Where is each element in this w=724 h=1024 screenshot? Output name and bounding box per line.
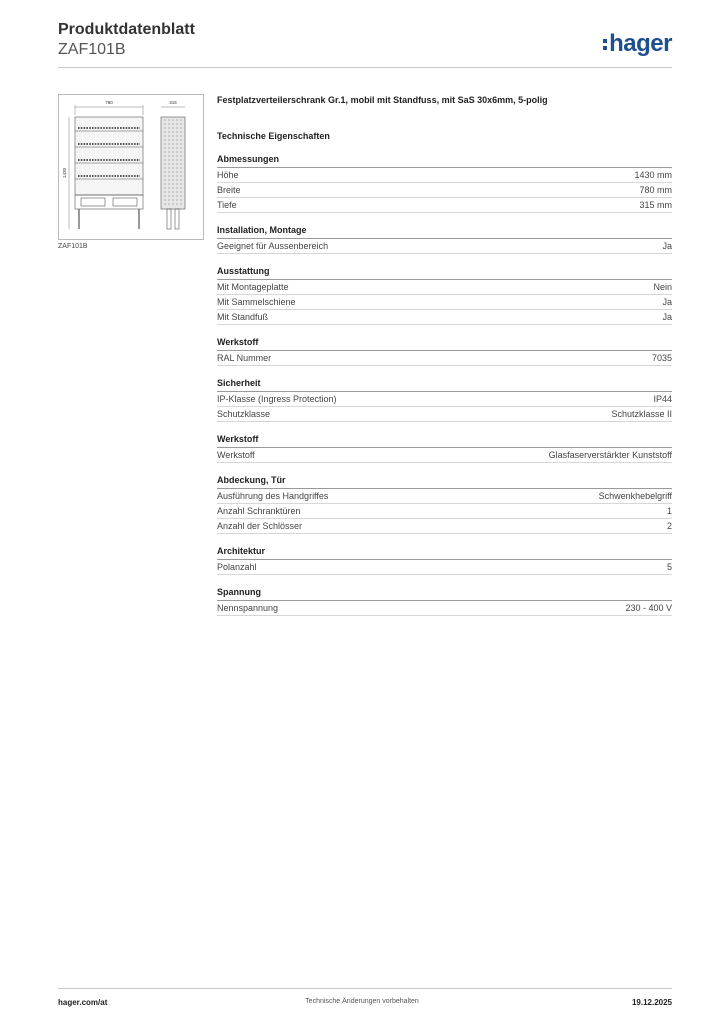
spec-group (217, 265, 672, 325)
document-title: Produktdatenblatt (58, 21, 195, 38)
spec-value: Schwenkhebelgriff (598, 491, 672, 501)
spec-value: 315 mm (639, 200, 672, 210)
spec-row (217, 392, 672, 407)
footer-date: 19.12.2025 (631, 998, 672, 1007)
spec-value: Ja (662, 312, 672, 322)
spec-row (217, 448, 672, 463)
spec-row (217, 198, 672, 213)
spec-label: Mit Standfuß (217, 312, 269, 322)
header-divider (58, 67, 672, 68)
footer-divider (58, 988, 672, 989)
spec-value: Schutzklasse II (611, 409, 672, 419)
spec-label: Mit Sammelschiene (217, 297, 296, 307)
spec-label: Mit Montageplatte (217, 282, 289, 292)
dim-depth-label: 315 (169, 100, 177, 105)
spec-value: 780 mm (639, 185, 672, 195)
spec-row (217, 239, 672, 254)
spec-label: Geeignet für Aussenbereich (217, 241, 329, 251)
spec-row (217, 504, 672, 519)
footer-website[interactable]: hager.com/at (58, 998, 108, 1007)
spec-value: IP44 (653, 394, 672, 404)
spec-group-title: Sicherheit (217, 377, 672, 392)
spec-group (217, 586, 672, 616)
spec-row (217, 280, 672, 295)
product-drawing (58, 94, 204, 240)
spec-group-title: Werkstoff (217, 336, 672, 351)
spec-row (217, 310, 672, 325)
footer-notice: Technische Änderungen vorbehalten (305, 998, 419, 1005)
spec-group-title: Werkstoff (217, 433, 672, 448)
spec-group (217, 545, 672, 575)
spec-value: 5 (666, 562, 672, 572)
header (58, 20, 195, 60)
spec-group (217, 224, 672, 254)
dim-height-label: 1430 (62, 167, 67, 179)
spec-label: Anzahl der Schlösser (217, 521, 303, 531)
spec-label: Ausführung des Handgriffes (217, 491, 329, 501)
spec-value: Ja (662, 241, 672, 251)
product-code: ZAF101B (58, 41, 126, 58)
spec-value: 2 (666, 521, 672, 531)
spec-value: 1 (666, 506, 672, 516)
spec-value: 1430 mm (634, 170, 672, 180)
spec-label: Anzahl Schranktüren (217, 506, 301, 516)
specs-heading: Technische Eigenschaften (217, 131, 330, 141)
spec-label: Polanzahl (217, 562, 257, 572)
logo-text: hager (609, 30, 672, 57)
spec-groups (217, 153, 672, 616)
spec-row (217, 560, 672, 575)
spec-group-title: Architektur (217, 545, 672, 560)
spec-group-title: Abmessungen (217, 153, 672, 168)
spec-value: Ja (662, 297, 672, 307)
spec-group-title: Spannung (217, 586, 672, 601)
figure-caption: ZAF101B (58, 243, 88, 250)
spec-group (217, 336, 672, 366)
spec-content (217, 94, 672, 616)
spec-label: Breite (217, 185, 241, 195)
spec-label: Tiefe (217, 200, 237, 210)
spec-label: Schutzklasse (217, 409, 271, 419)
product-description: Festplatzverteilerschrank Gr.1, mobil mit Standfuss, mit SaS 30x6mm, 5-polig (217, 95, 548, 105)
spec-value: 230 - 400 V (625, 603, 672, 613)
spec-group (217, 153, 672, 213)
spec-label: RAL Nummer (217, 353, 272, 363)
hager-logo (603, 30, 672, 58)
spec-group (217, 377, 672, 422)
spec-group (217, 474, 672, 534)
spec-group (217, 433, 672, 463)
spec-row (217, 183, 672, 198)
spec-group-title: Installation, Montage (217, 224, 672, 239)
front-view (69, 105, 143, 229)
spec-row (217, 601, 672, 616)
spec-label: Höhe (217, 170, 239, 180)
spec-row (217, 407, 672, 422)
spec-group-title: Ausstattung (217, 265, 672, 280)
spec-label: Werkstoff (217, 450, 255, 460)
logo-dots-icon (603, 39, 607, 50)
spec-label: IP-Klasse (Ingress Protection) (217, 394, 337, 404)
spec-value: 7035 (651, 353, 672, 363)
spec-value: Glasfaserverstärkter Kunststoff (548, 450, 672, 460)
spec-row (217, 295, 672, 310)
spec-row (217, 351, 672, 366)
spec-row (217, 168, 672, 183)
spec-row (217, 489, 672, 504)
spec-row (217, 519, 672, 534)
spec-label: Nennspannung (217, 603, 279, 613)
dim-width-label: 780 (105, 100, 113, 105)
side-view (161, 107, 185, 229)
spec-group-title: Abdeckung, Tür (217, 474, 672, 489)
spec-value: Nein (653, 282, 672, 292)
